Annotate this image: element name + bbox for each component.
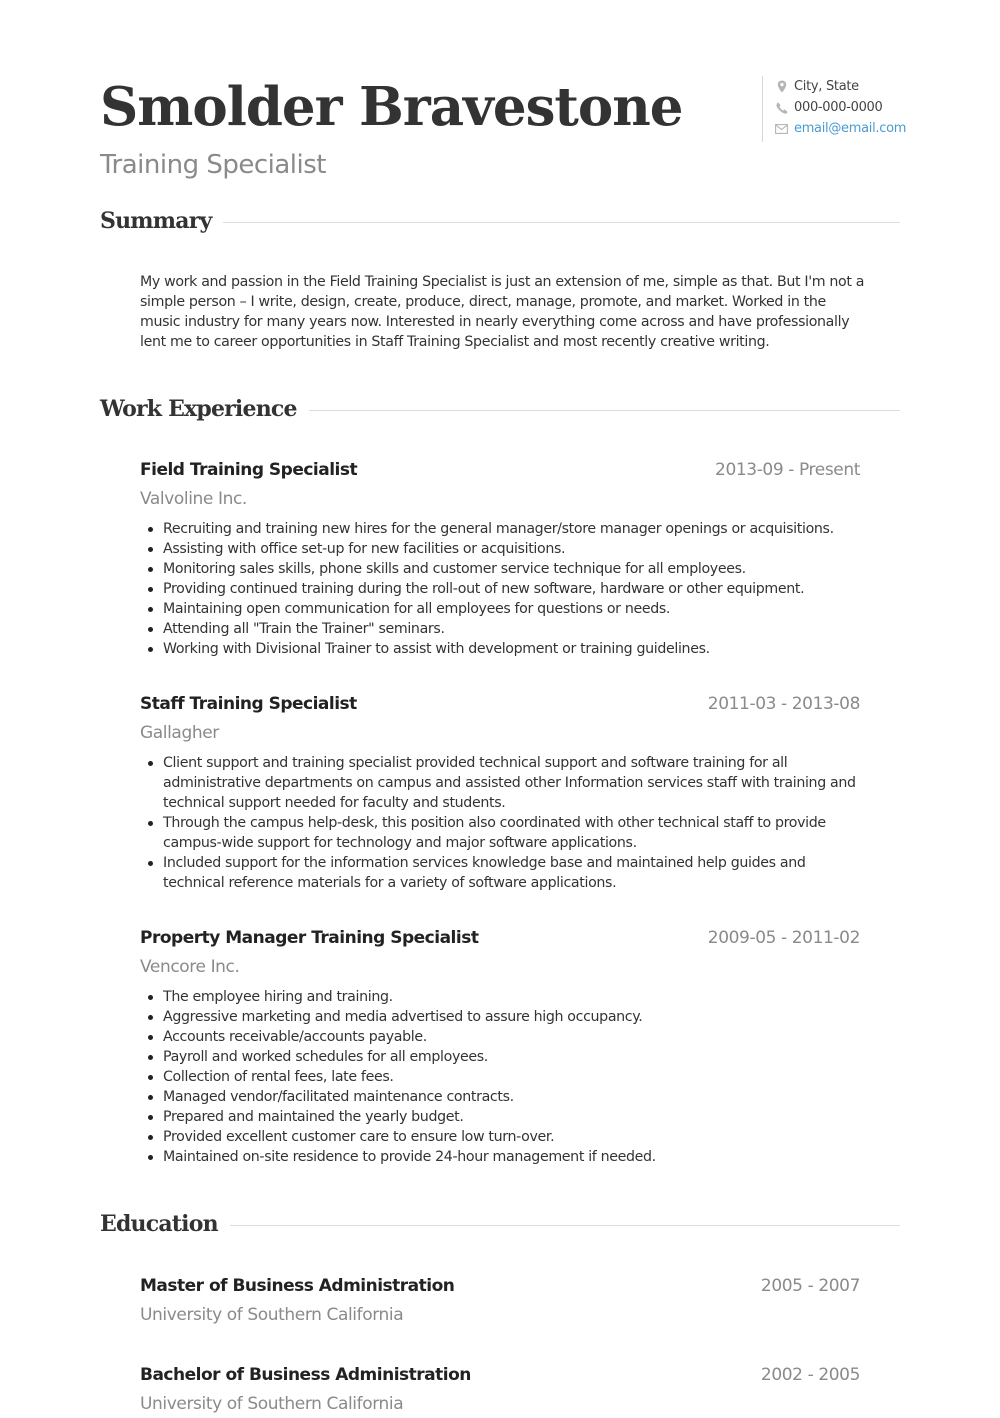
map-pin-icon [775, 80, 788, 93]
degree-title: Bachelor of Business Administration [140, 1365, 471, 1385]
work-heading: Work Experience [100, 396, 297, 422]
degree-date: 2005 - 2007 [760, 1276, 860, 1296]
work-entry [140, 460, 860, 659]
list-item: Provided excellent customer care to ensure low turn-over. [163, 1127, 860, 1147]
contact-phone [775, 97, 900, 118]
job-duties [140, 753, 860, 893]
summary-heading: Summary [100, 208, 212, 234]
job-title: Staff Training Specialist [140, 694, 357, 714]
list-item: The employee hiring and training. [163, 987, 860, 1007]
candidate-name: Smolder Bravestone [100, 76, 683, 138]
envelope-icon [775, 122, 788, 135]
list-item: Maintaining open communication for all employees for questions or needs. [163, 599, 860, 619]
list-item: Attending all "Train the Trainer" seminars. [163, 619, 860, 639]
list-item: Recruiting and training new hires for the general manager/store manager openings or acquisitions. [163, 519, 860, 539]
section-divider [309, 410, 900, 411]
contact-info [762, 76, 907, 142]
job-company: Gallagher [140, 723, 219, 743]
list-item: Client support and training specialist provided technical support and software training for all administrative departments on campus and assisted other Information services staff with training and technical support needed for faculty and students. [163, 753, 860, 813]
list-item: Assisting with office set-up for new facilities or acquisitions. [163, 539, 860, 559]
contact-location [775, 76, 900, 97]
work-entry [140, 928, 860, 1167]
job-duties [140, 519, 860, 659]
list-item: Aggressive marketing and media advertised to assure high occupancy. [163, 1007, 860, 1027]
work-entry [140, 694, 860, 893]
degree-date: 2002 - 2005 [760, 1365, 860, 1385]
list-item: Collection of rental fees, late fees. [163, 1067, 860, 1087]
school-name: University of Southern California [140, 1305, 404, 1325]
candidate-role: Training Specialist [100, 150, 326, 180]
job-date: 2009-05 - 2011-02 [707, 928, 860, 948]
summary-text: My work and passion in the Field Training Specialist is just an extension of me, simple as that. But I'm not a simple person – I write, design, create, produce, direct, manage, promote, and market. Worked in the music industry for many years now. Interested in nearly everything come across and have professionally lent me to career opportunities in Staff Training Specialist and most recently creative writing. [140, 274, 865, 350]
job-date: 2011-03 - 2013-08 [707, 694, 860, 714]
degree-title: Master of Business Administration [140, 1276, 455, 1296]
work-section-header [100, 396, 900, 422]
phone-icon [775, 101, 788, 114]
location-text: City, State [794, 79, 859, 94]
school-name: University of Southern California [140, 1394, 404, 1414]
list-item: Included support for the information services knowledge base and maintained help guides and technical reference materials for a variety of software applications. [163, 853, 860, 893]
job-date: 2013-09 - Present [715, 460, 860, 480]
section-divider [223, 222, 900, 223]
section-divider [230, 1225, 900, 1226]
list-item: Prepared and maintained the yearly budget. [163, 1107, 860, 1127]
list-item: Managed vendor/facilitated maintenance contracts. [163, 1087, 860, 1107]
phone-text: 000-000-0000 [794, 100, 883, 115]
job-duties [140, 987, 860, 1167]
job-company: Valvoline Inc. [140, 489, 247, 509]
education-entry [140, 1276, 860, 1329]
job-company: Vencore Inc. [140, 957, 240, 977]
contact-email[interactable] [775, 118, 907, 139]
list-item: Through the campus help-desk, this position also coordinated with other technical staff to provide campus-wide support for technology and major software applications. [163, 813, 860, 853]
list-item: Accounts receivable/accounts payable. [163, 1027, 860, 1047]
education-heading: Education [100, 1211, 218, 1237]
summary-section-header [100, 208, 900, 234]
job-title: Property Manager Training Specialist [140, 928, 479, 948]
list-item: Working with Divisional Trainer to assist with development or training guidelines. [163, 639, 860, 659]
education-entry [140, 1365, 860, 1418]
email-link[interactable]: email@email.com [794, 121, 907, 136]
list-item: Payroll and worked schedules for all employees. [163, 1047, 860, 1067]
job-title: Field Training Specialist [140, 460, 358, 480]
list-item: Monitoring sales skills, phone skills and customer service technique for all employees. [163, 559, 860, 579]
list-item: Providing continued training during the roll-out of new software, hardware or other equipment. [163, 579, 860, 599]
education-section-header [100, 1211, 900, 1237]
list-item: Maintained on-site residence to provide 24-hour management if needed. [163, 1147, 860, 1167]
